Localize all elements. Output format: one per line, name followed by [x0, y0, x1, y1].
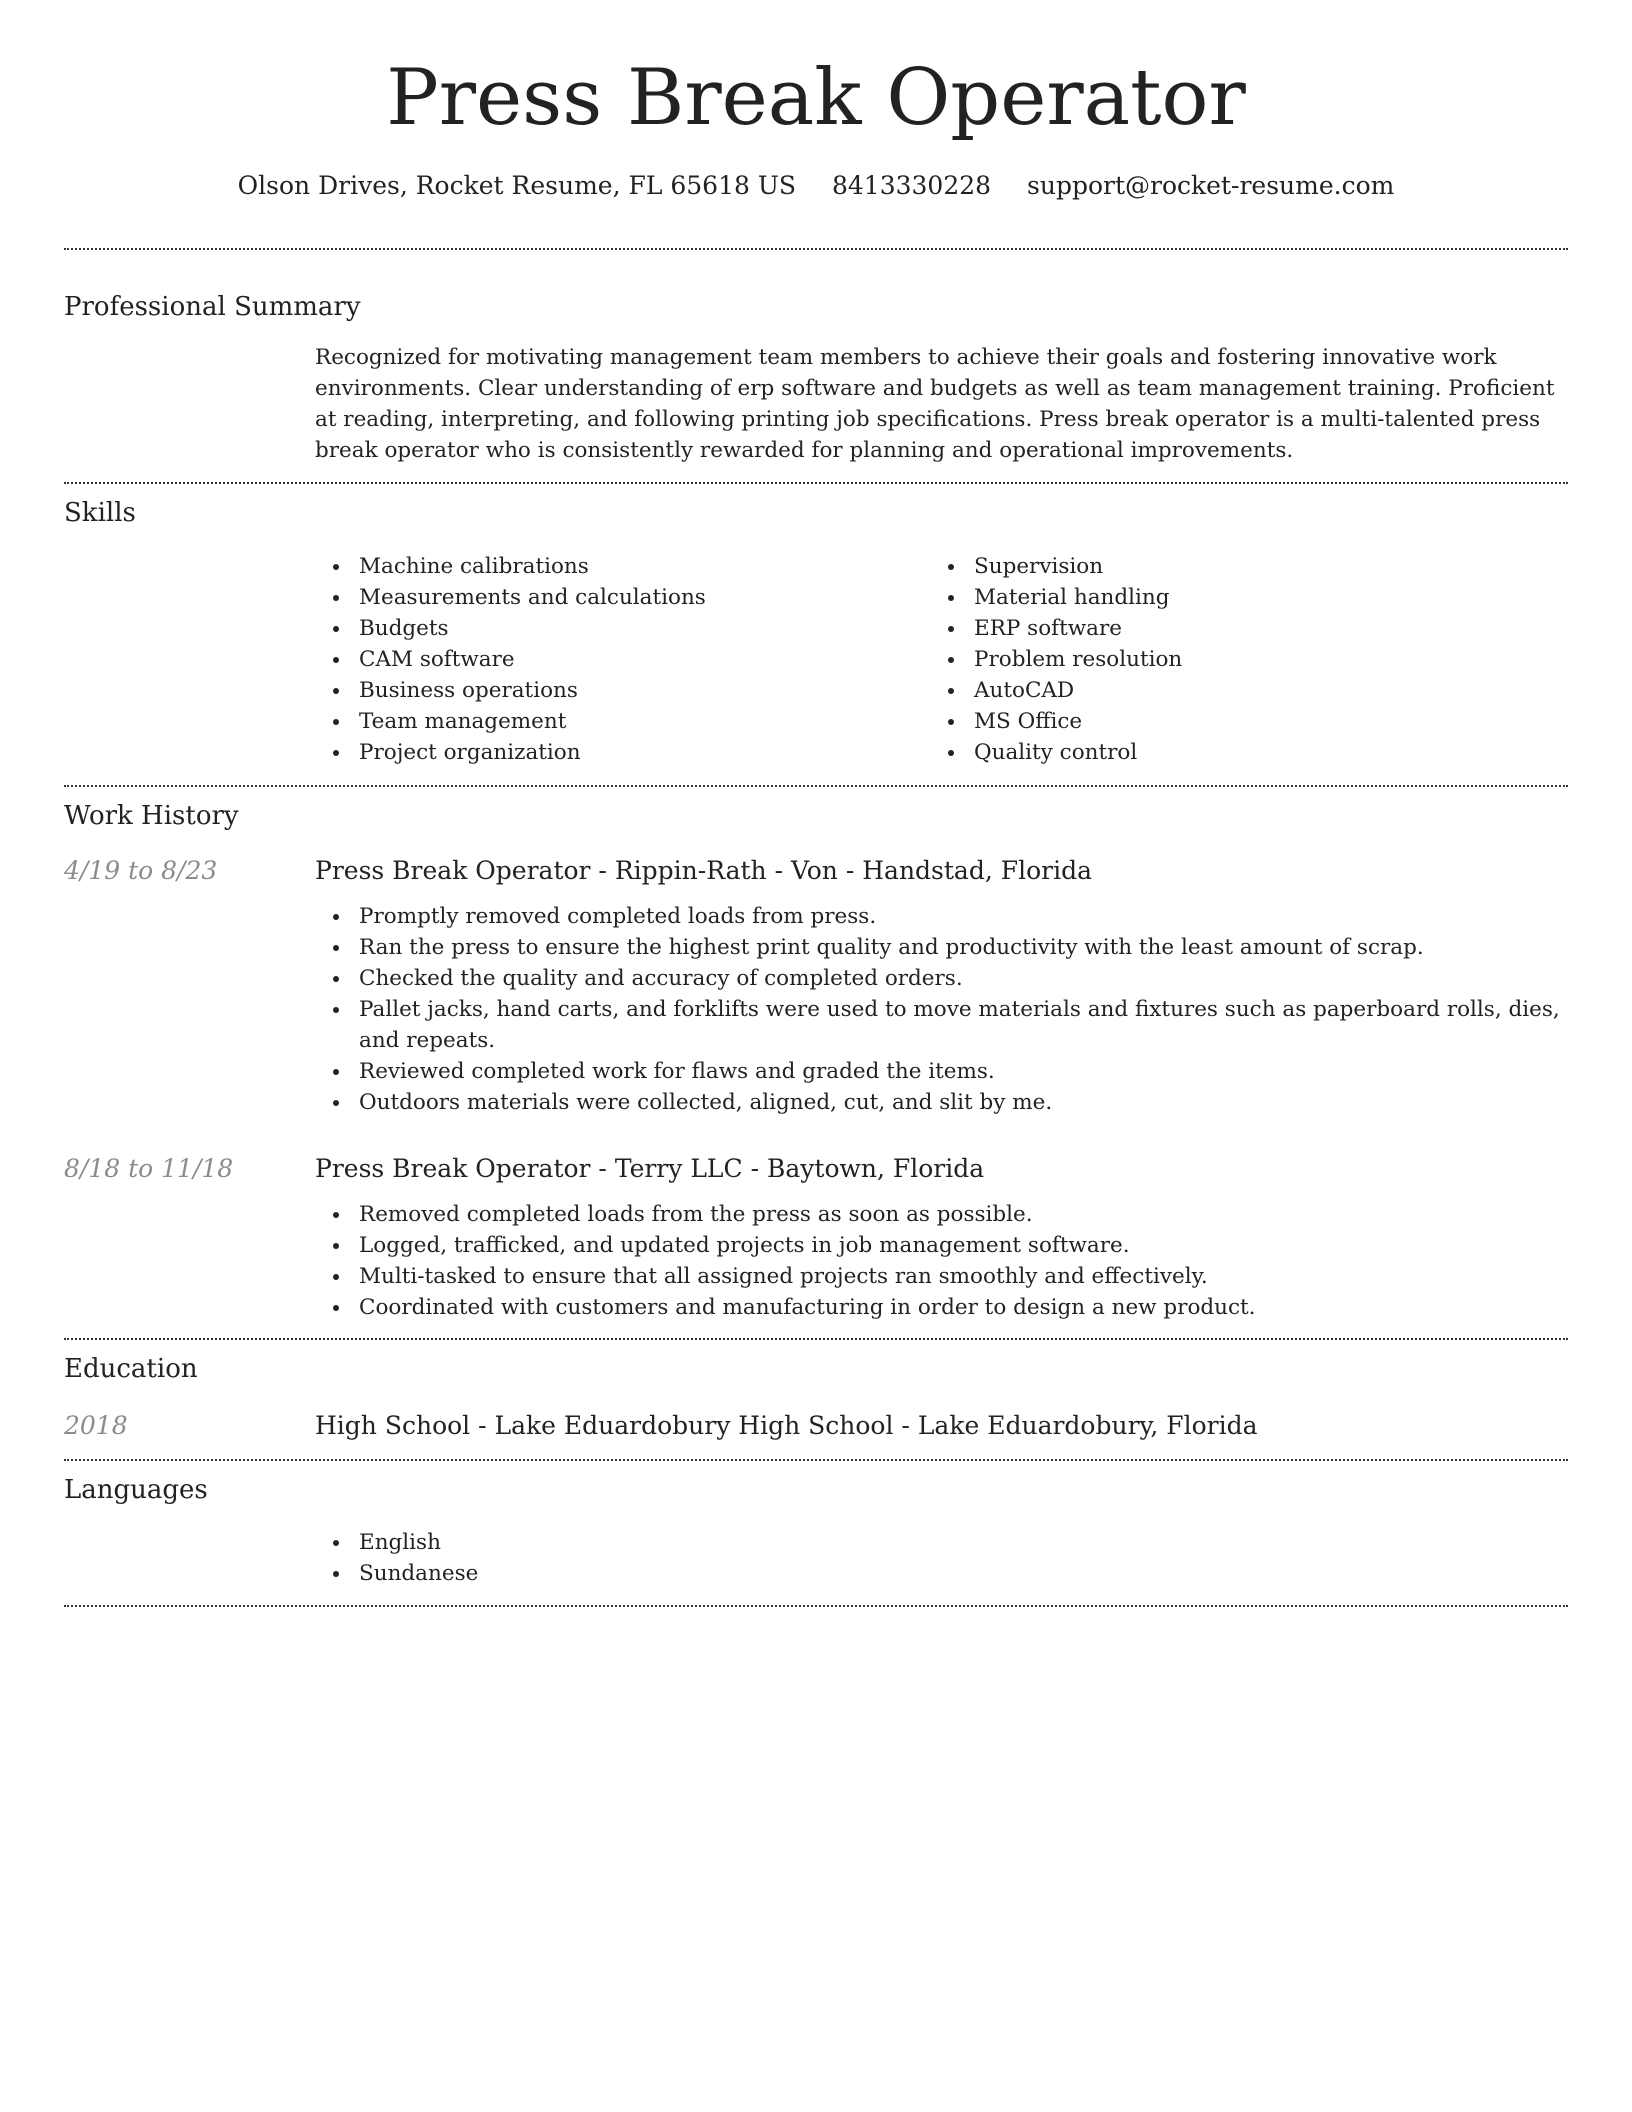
skills-column-right: [930, 551, 1545, 768]
contact-info: [64, 168, 1568, 204]
job-duty-item-list: [315, 901, 1568, 1118]
summary-section: [64, 250, 1568, 466]
skills-title: Skills: [64, 498, 136, 528]
skill-item: Quality control: [974, 737, 1545, 768]
skill-item: Machine calibrations: [359, 551, 930, 582]
skill-item: ERP software: [974, 613, 1545, 644]
languages-section: [64, 1461, 1568, 1589]
education-heading: High School - Lake Eduardobury High School - Lake Eduardobury, Florida: [315, 1411, 1258, 1440]
job-duty-item: Checked the quality and accuracy of completed orders.: [359, 963, 1568, 994]
contact-address: Olson Drives, Rocket Resume, FL 65618 US: [237, 171, 797, 200]
job-duties: [315, 901, 1568, 1118]
skills-section: [64, 484, 1568, 768]
skill-item-list: [315, 551, 930, 768]
language-item: Sundanese: [359, 1558, 1568, 1589]
skill-item: Problem resolution: [974, 644, 1545, 675]
skill-item: Budgets: [359, 613, 930, 644]
work-history-title: Work History: [64, 801, 239, 831]
skill-item: Project organization: [359, 737, 930, 768]
summary-title: Professional Summary: [64, 292, 361, 322]
education-section: [64, 1340, 1568, 1444]
language-item: English: [359, 1527, 1568, 1558]
job-duty-item: Outdoors materials were collected, aligned, cut, and slit by me.: [359, 1087, 1568, 1118]
skill-item: AutoCAD: [974, 675, 1545, 706]
contact-email: support@rocket-resume.com: [1027, 171, 1395, 200]
job-duty-item: Ran the press to ensure the highest print quality and productivity with the least amount of scrap.: [359, 932, 1568, 963]
skills-list: [315, 551, 1568, 768]
job-duty-item: Coordinated with customers and manufacturing in order to design a new product.: [359, 1292, 1568, 1323]
job-heading: Press Break Operator - Terry LLC - Baytown, Florida: [315, 1154, 985, 1183]
contact-phone: 8413330228: [832, 171, 992, 200]
summary-content: [315, 342, 1568, 466]
language-item-list: [315, 1527, 1568, 1589]
skill-item: Material handling: [974, 582, 1545, 613]
resume-page: [64, 0, 1568, 1607]
skill-item: MS Office: [974, 706, 1545, 737]
job-dates: 4/19 to 8/23: [64, 856, 218, 885]
candidate-name: Press Break Operator: [386, 53, 1246, 143]
skill-item-list: [930, 551, 1545, 768]
education-entry: [64, 1408, 1568, 1444]
section-divider: [64, 1605, 1568, 1607]
skill-item: CAM software: [359, 644, 930, 675]
job-duty-item: Pallet jacks, hand carts, and forklifts were used to move materials and fixtures such as paperboard rolls, dies, and repeats.: [359, 994, 1568, 1056]
languages-list: [315, 1527, 1568, 1589]
job-duty-item: Multi-tasked to ensure that all assigned projects ran smoothly and effectively.: [359, 1261, 1568, 1292]
summary-text: Recognized for motivating management team members to achieve their goals and fostering innovative work environments. Clear understanding of erp software and budgets as well as team management training. Proficient at reading, interpreting, and following printing job specifications. Press break operator is a multi-talented press break operator who is consistently rewarded for planning and operational improvements.: [315, 345, 1555, 463]
skill-item: Measurements and calculations: [359, 582, 930, 613]
education-title: Education: [64, 1354, 198, 1384]
job-duty-item: Reviewed completed work for flaws and graded the items.: [359, 1056, 1568, 1087]
skill-item: Supervision: [974, 551, 1545, 582]
job-heading: Press Break Operator - Rippin-Rath - Von - Handstad, Florida: [315, 856, 1092, 885]
skill-item: Team management: [359, 706, 930, 737]
job-duty-item: Promptly removed completed loads from press.: [359, 901, 1568, 932]
job-entry: [64, 1151, 1568, 1323]
job-duty-item: Logged, trafficked, and updated projects in job management software.: [359, 1230, 1568, 1261]
education-year: 2018: [64, 1411, 128, 1440]
job-duty-item-list: [315, 1199, 1568, 1323]
work-history-section: [64, 787, 1568, 1323]
job-entry: [64, 853, 1568, 1118]
job-duties: [315, 1199, 1568, 1323]
languages-title: Languages: [64, 1475, 208, 1505]
job-duty-item: Removed completed loads from the press as soon as possible.: [359, 1199, 1568, 1230]
skills-column-left: [315, 551, 930, 768]
skill-item: Business operations: [359, 675, 930, 706]
job-dates: 8/18 to 11/18: [64, 1154, 234, 1183]
